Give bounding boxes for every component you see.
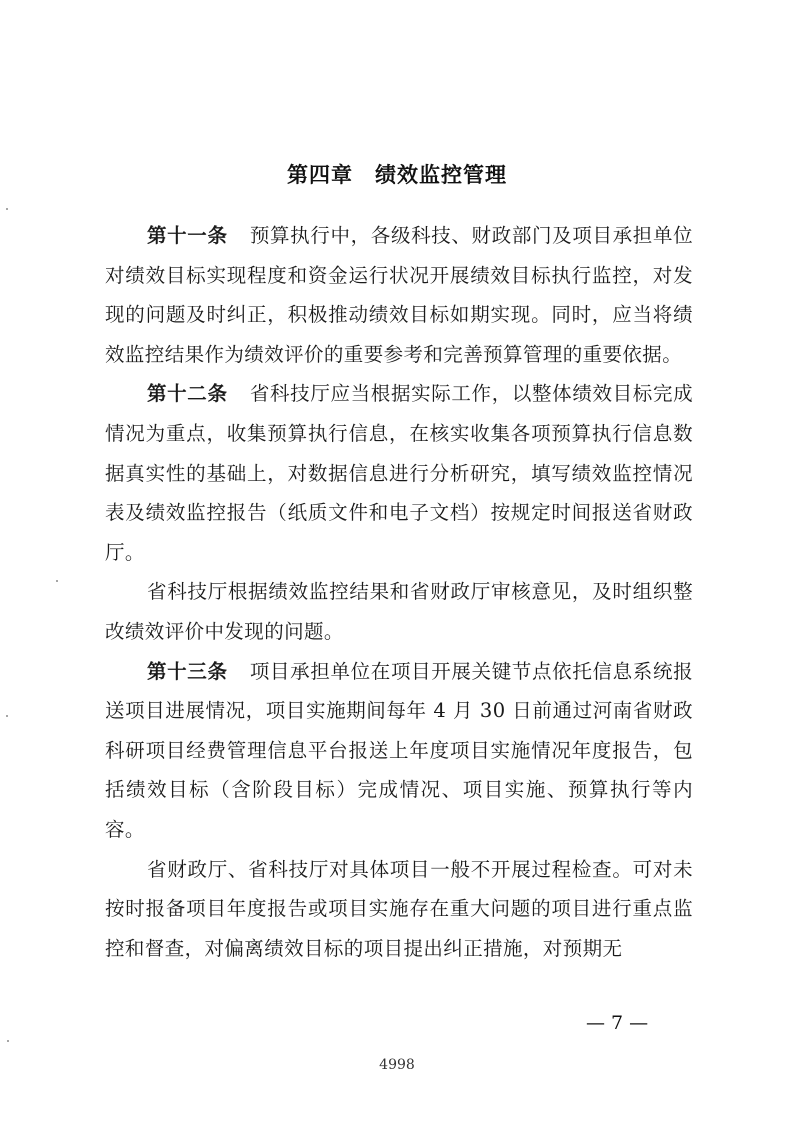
article-11-paragraph — [105, 216, 693, 374]
scan-speck — [6, 208, 8, 210]
page-number: — 7 — — [586, 1012, 649, 1034]
inspection-paragraph — [105, 850, 693, 969]
article-label: 第十一条 — [147, 224, 228, 247]
scan-speck — [7, 1040, 9, 1042]
paragraph-text: 省科技厅应当根据实际工作，以整体绩效目标完成情况为重点，收集预算执行信息，在核实收集各项预算执行信息数据真实性的基础上，对数据信息进行分析研究，填写绩效监控情况表及绩效监控报告（纸质文件和电子文档）按规定时间报送省财政厅。 — [105, 382, 693, 564]
scan-speck — [6, 715, 8, 717]
rectification-paragraph — [105, 572, 693, 651]
article-13-paragraph — [105, 652, 693, 850]
paragraph-text: 省科技厅根据绩效监控结果和省财政厅审核意见，及时组织整改绩效评价中发现的问题。 — [105, 580, 693, 643]
article-12-paragraph — [105, 374, 693, 572]
paragraph-text: 省财政厅、省科技厅对具体项目一般不开展过程检查。可对未按时报备项目年度报告或项目实施存在重大问题的项目进行重点监控和督查，对偏离绩效目标的项目提出纠正措施，对预期无 — [105, 857, 693, 960]
body-text — [105, 216, 693, 968]
chapter-title: 第四章 绩效监控管理 — [287, 163, 507, 187]
article-label: 第十二条 — [147, 382, 228, 406]
article-label: 第十三条 — [147, 659, 228, 683]
paragraph-text: 项目承担单位在项目开展关键节点依托信息系统报送项目进展情况，项目实施期间每年 4 月 30 日前通过河南省财政科研项目经费管理信息平台报送上年度项目实施情况年度报告，包括绩效目标（含阶段目标）完成情况、项目实施、预算执行等内容。 — [105, 659, 693, 841]
footer-number: 4998 — [379, 1057, 415, 1073]
paragraph-text: 预算执行中，各级科技、财政部门及项目承担单位对绩效目标实现程度和资金运行状况开展绩效目标执行监控，对发现的问题及时纠正，积极推动绩效目标如期实现。同时，应当将绩效监控结果作为绩效评价的重要参考和完善预算管理的重要依据。 — [105, 224, 693, 366]
scan-speck — [56, 580, 58, 582]
